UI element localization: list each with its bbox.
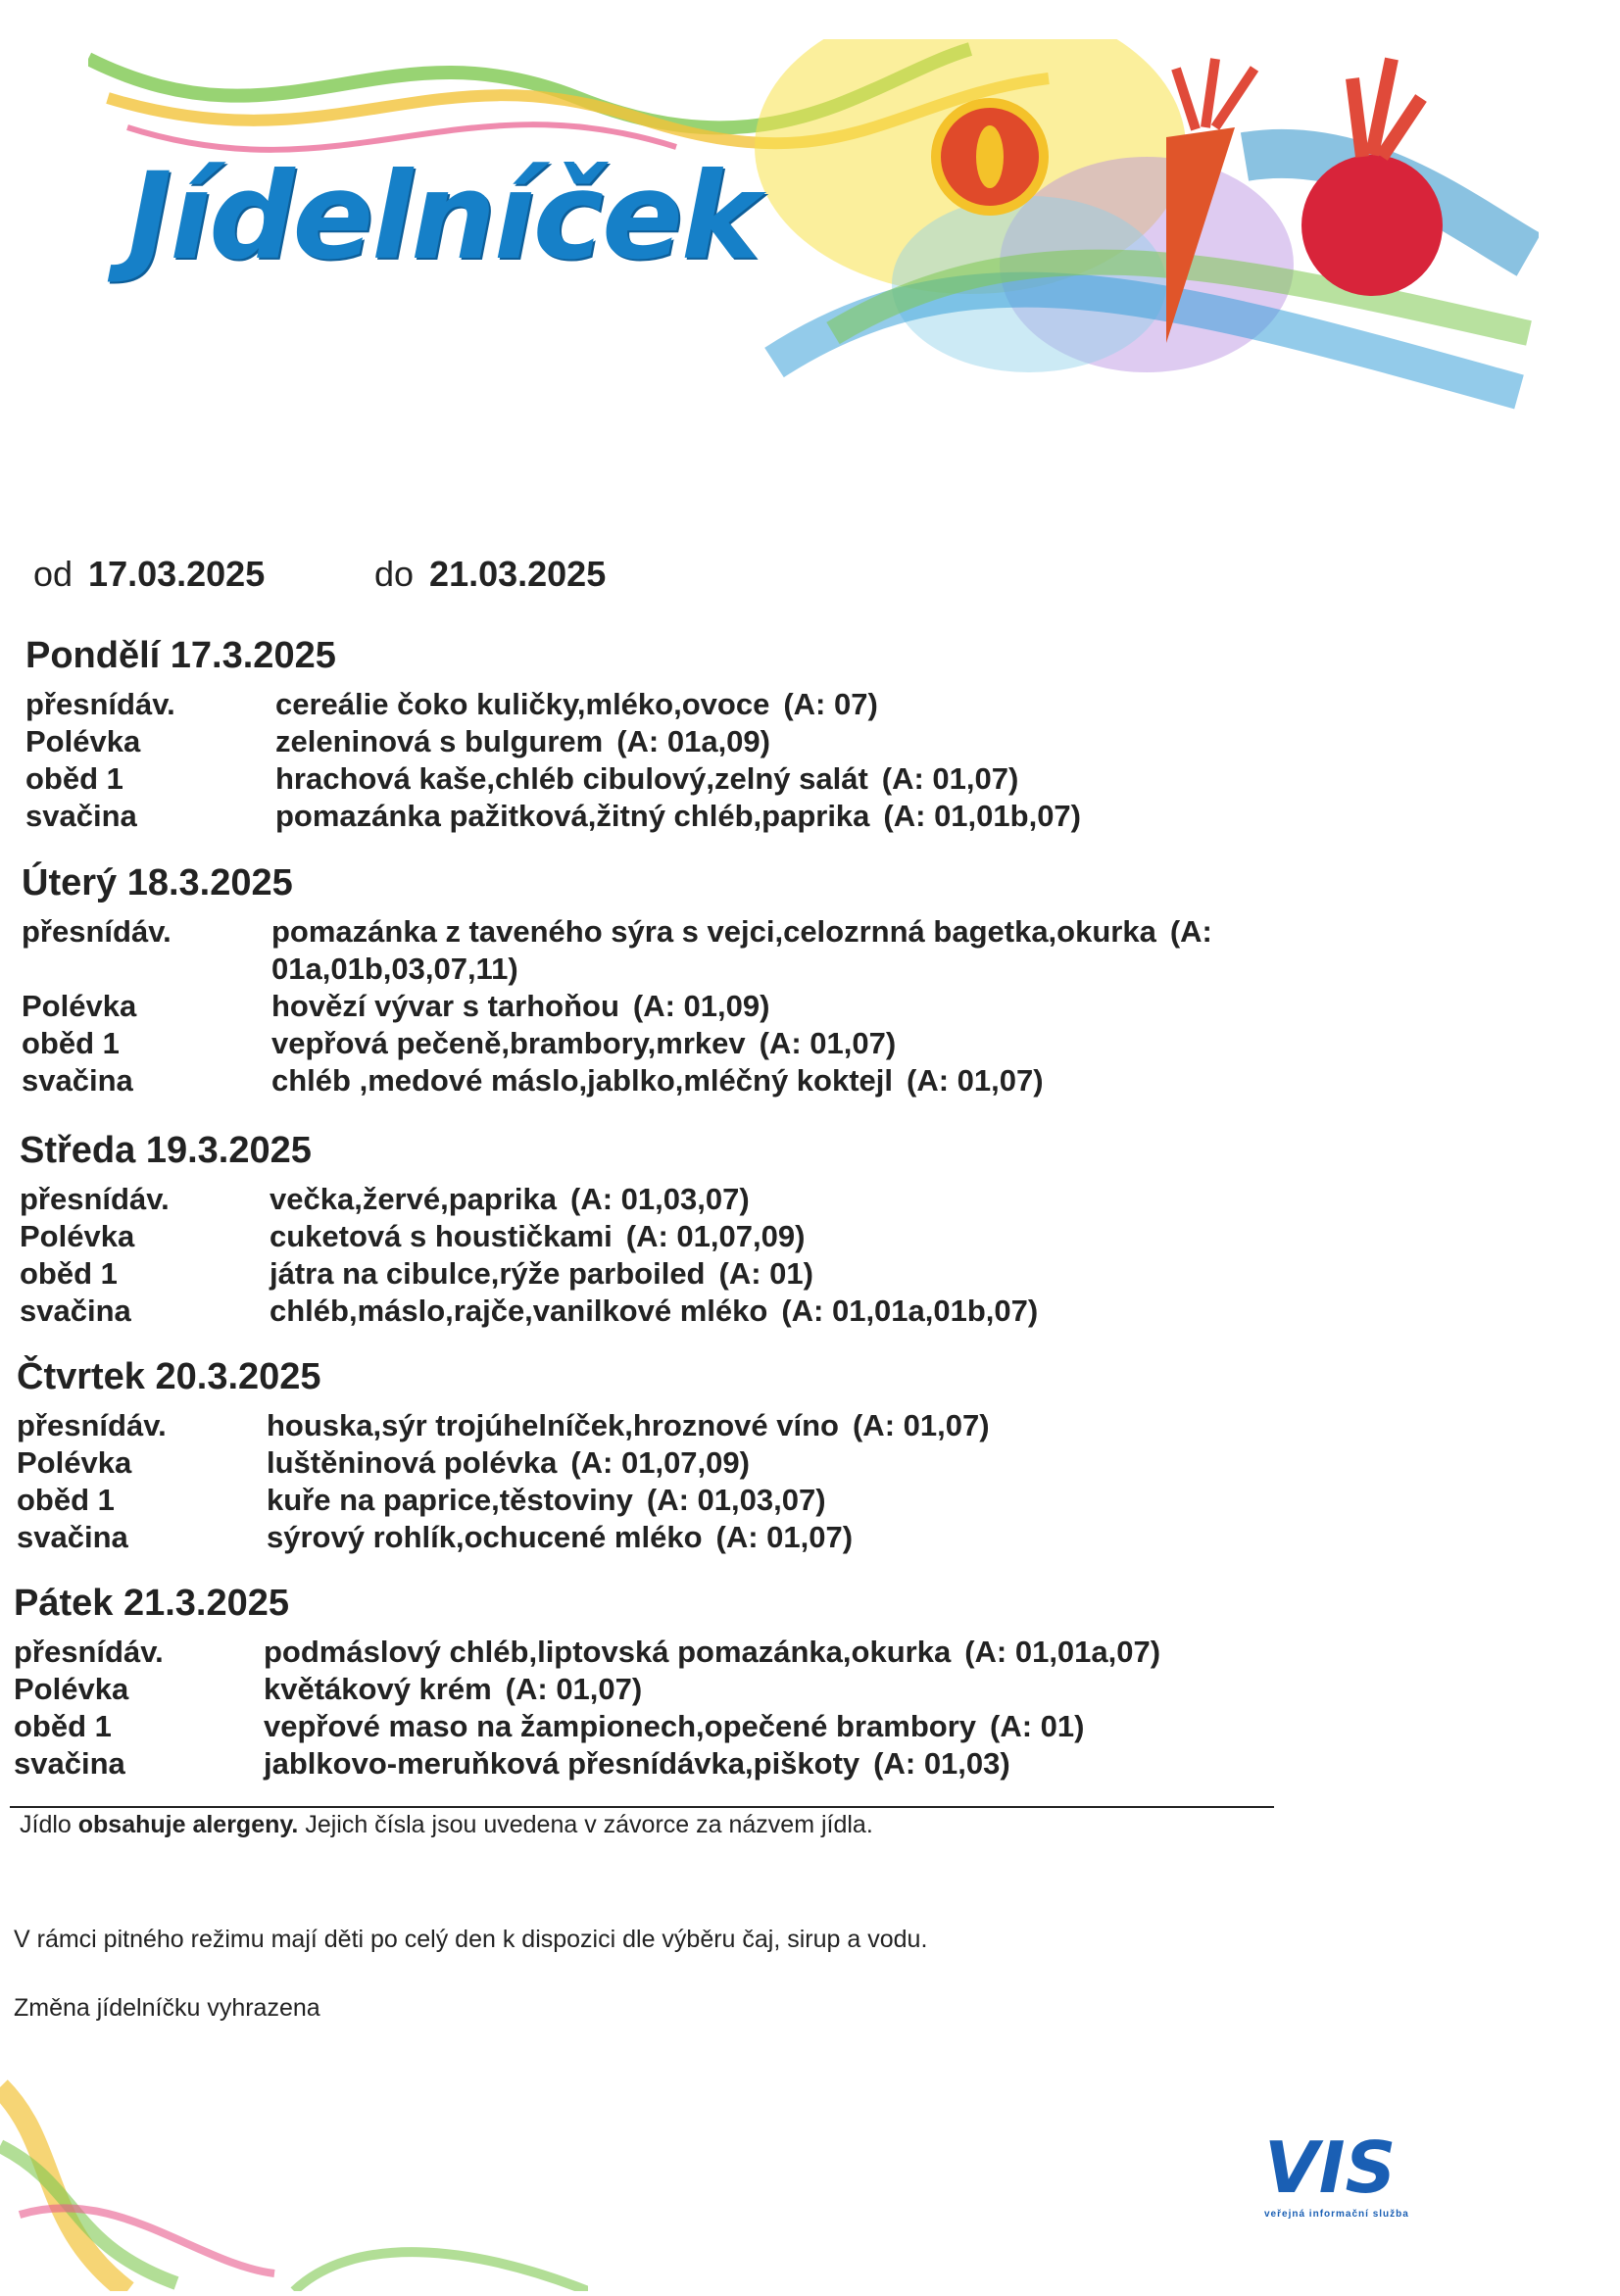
menu-row [14,1671,1386,1708]
menu-row [20,1181,1392,1218]
menu-row [20,1255,1392,1293]
dish-text [275,798,1314,835]
dish-text [275,760,1314,798]
allergen-note-post: Jejich čísla jsou uvedena v závorce za názvem jídla. [298,1811,873,1838]
day-title: Úterý 18.3.2025 [22,862,293,904]
menu-row [14,1708,1386,1745]
allergen-codes: (A: 01,03,07) [570,1182,750,1216]
meal-type: svačina [14,1746,125,1781]
dish-text [270,1293,1308,1330]
allergen-codes: (A: 01,07,09) [625,1219,806,1253]
menu-row [25,723,1398,760]
day-section [17,1356,1389,1556]
page-title: Jídelníček [127,147,759,286]
dish-name: chléb,máslo,rajče,vanilkové mléko [270,1294,768,1328]
vis-logo [1264,2126,1441,2244]
meal-type: oběd 1 [20,1256,118,1291]
menu-row [25,760,1398,798]
dish-text [267,1407,1305,1444]
menu-row [17,1519,1389,1556]
dish-text [267,1519,1305,1556]
meal-type: Polévka [22,989,137,1023]
dish-text [267,1444,1305,1482]
dish-name: kuře na paprice,těstoviny [267,1483,633,1517]
dish-text [264,1708,1302,1745]
dish-name: podmáslový chléb,liptovská pomazánka,okurka [264,1635,952,1669]
radish-icon [1301,155,1443,296]
allergen-codes: (A: 01,07,09) [570,1445,750,1480]
meal-type: svačina [20,1294,131,1328]
allergen-codes: (A: 01,07) [907,1063,1044,1098]
allergen-codes: (A: 01a,01b,03,07,11) [271,914,1212,986]
allergen-codes: (A: 07) [783,687,878,721]
dish-name: pomazánka z taveného sýra s vejci,celozrnná bagetka,okurka [271,914,1156,949]
day-section [22,862,1394,1099]
divider-line [10,1806,1274,1808]
day-section [25,635,1398,835]
dish-name: zeleninová s bulgurem [275,724,604,758]
range-from-label: od [33,554,74,594]
logo-subtitle: veřejná informační služba [1264,2209,1409,2220]
dish-text [271,988,1310,1025]
meal-type: svačina [22,1063,133,1098]
meal-type: přesnídáv. [17,1408,167,1442]
allergen-codes: (A: 01,01a,01b,07) [781,1294,1039,1328]
dish-name: chléb ,medové máslo,jablko,mléčný koktejl [271,1063,894,1098]
footer-decoration [0,2068,588,2291]
allergen-note-pre: Jídlo [20,1811,78,1838]
allergen-codes: (A: 01,07) [505,1672,643,1706]
menu-row [25,686,1398,723]
dish-text [275,686,1314,723]
dish-text [264,1634,1302,1671]
range-to [374,554,606,595]
allergen-codes: (A: 01,03) [873,1746,1010,1781]
day-section [20,1130,1392,1330]
allergen-codes: (A: 01,07) [715,1520,854,1554]
menu-row [17,1407,1389,1444]
dish-text [271,913,1310,988]
dish-name: houska,sýr trojúhelníček,hroznové víno [267,1408,839,1442]
dish-text [275,723,1314,760]
dish-name: pomazánka pažitková,žitný chléb,paprika [275,799,870,833]
dish-text [271,1062,1310,1099]
meal-type: oběd 1 [22,1026,120,1060]
allergen-codes: (A: 01) [718,1256,813,1291]
meal-type: přesnídáv. [14,1635,164,1669]
menu-row [20,1218,1392,1255]
meal-type: přesnídáv. [25,687,175,721]
dish-text [270,1181,1308,1218]
day-section [14,1583,1386,1783]
menu-row [22,1062,1394,1099]
change-note: Změna jídelníčku vyhrazena [14,1994,320,2022]
dish-text [271,1025,1310,1062]
menu-row [14,1745,1386,1783]
menu-row [22,1025,1394,1062]
meal-type: oběd 1 [17,1483,115,1517]
allergen-codes: (A: 01,07) [852,1408,990,1442]
allergen-codes: (A: 01,07) [881,761,1019,796]
allergen-codes: (A: 01,03,07) [646,1483,826,1517]
footer-ribbons [0,2068,588,2291]
menu-row [20,1293,1392,1330]
meal-type: Polévka [25,724,141,758]
dish-name: cuketová s houstičkami [270,1219,613,1253]
logo-text: VIS [1264,2126,1397,2209]
dish-name: vepřové maso na žampionech,opečené brambory [264,1709,977,1743]
dish-text [270,1218,1308,1255]
day-title: Čtvrtek 20.3.2025 [17,1356,321,1397]
dish-name: cereálie čoko kuličky,mléko,ovoce [275,687,770,721]
range-from [33,554,265,595]
dish-text [264,1671,1302,1708]
menu-row [25,798,1398,835]
dish-name: večka,žervé,paprika [270,1182,557,1216]
allergen-codes: (A: 01,01a,07) [964,1635,1161,1669]
dish-name: sýrový rohlík,ochucené mléko [267,1520,703,1554]
dish-text [267,1482,1305,1519]
allergen-codes: (A: 01,01b,07) [883,799,1081,833]
meal-type: oběd 1 [25,761,123,796]
allergen-codes: (A: 01,07) [759,1026,897,1060]
allergen-note [20,1811,873,1839]
allergen-codes: (A: 01a,09) [616,724,770,758]
menu-row [17,1482,1389,1519]
allergen-codes: (A: 01) [990,1709,1085,1743]
menu-row [14,1634,1386,1671]
dish-text [264,1745,1302,1783]
menu-row [22,988,1394,1025]
menu-row [17,1444,1389,1482]
menu-row [22,913,1394,988]
day-title: Středa 19.3.2025 [20,1130,312,1171]
day-title: Pondělí 17.3.2025 [25,635,336,676]
meal-type: Polévka [17,1445,132,1480]
meal-type: Polévka [14,1672,129,1706]
drinking-note: V rámci pitného režimu mají děti po celý den k dispozici dle výběru čaj, sirup a vodu. [14,1926,928,1953]
range-to-date: 21.03.2025 [429,554,607,594]
range-to-label: do [374,554,415,594]
dish-text [270,1255,1308,1293]
allergen-codes: (A: 01,09) [632,989,770,1023]
range-from-date: 17.03.2025 [88,554,266,594]
meal-type: přesnídáv. [22,914,172,949]
allergen-note-bold: obsahuje alergeny. [77,1811,299,1838]
dish-name: jablkovo-meruňková přesnídávka,piškoty [264,1746,860,1781]
dish-name: hovězí vývar s tarhoňou [271,989,619,1023]
meal-type: svačina [25,799,137,833]
day-title: Pátek 21.3.2025 [14,1583,290,1624]
dish-name: luštěninová polévka [267,1445,558,1480]
dish-name: vepřová pečeně,brambory,mrkev [271,1026,746,1060]
meal-type: svačina [17,1520,128,1554]
meal-type: Polévka [20,1219,135,1253]
dish-name: játra na cibulce,rýže parboiled [270,1256,706,1291]
dish-name: květákový krém [264,1672,492,1706]
meal-type: oběd 1 [14,1709,112,1743]
meal-type: přesnídáv. [20,1182,170,1216]
dish-name: hrachová kaše,chléb cibulový,zelný salát [275,761,868,796]
